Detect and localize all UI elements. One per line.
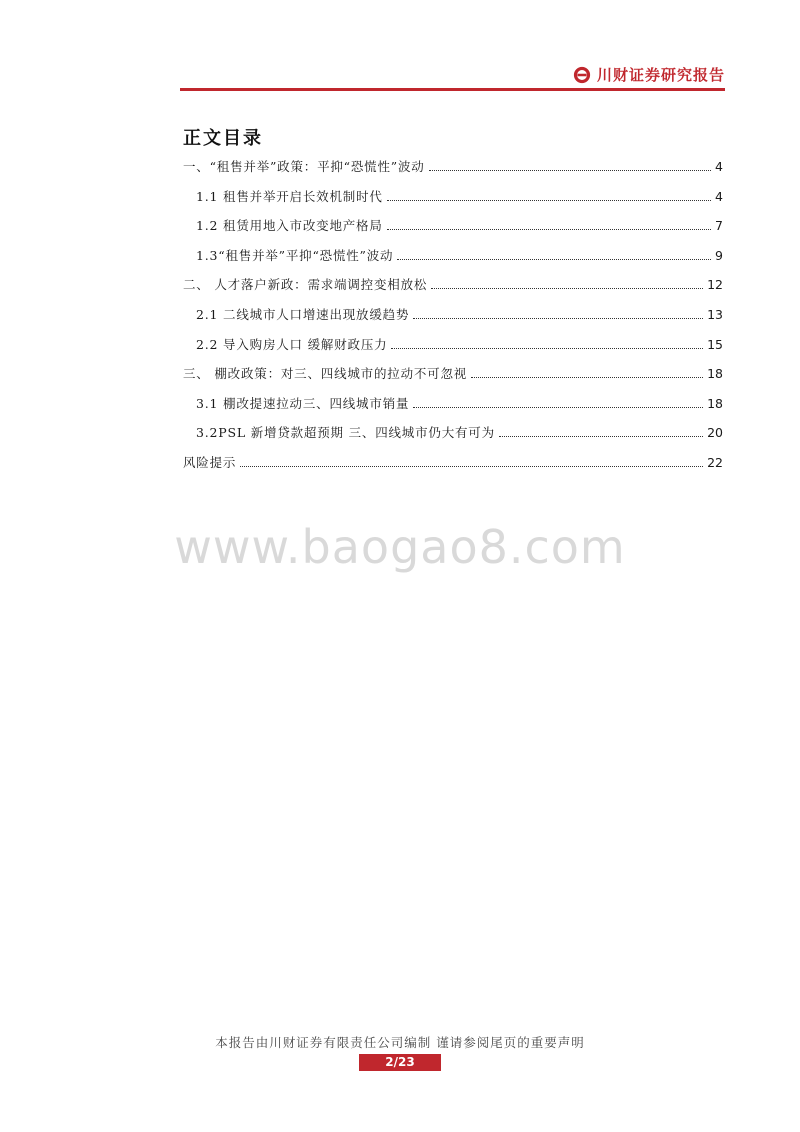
toc-entry-title: 1.1 租售并举开启长效机制时代: [196, 188, 383, 204]
toc-dot-leader: [387, 200, 711, 201]
brand-logo-icon: [573, 66, 591, 84]
toc-title: 正文目录: [183, 128, 263, 149]
toc-dot-leader: [499, 436, 703, 437]
toc-entry-title: 2.1 二线城市人口增速出现放缓趋势: [196, 306, 410, 322]
toc-entry-page: 7: [715, 218, 723, 234]
watermark: www.baogao8.com: [174, 520, 626, 574]
toc-entry[interactable]: [183, 335, 723, 365]
page-header: [180, 62, 725, 90]
toc-entry-page: 18: [707, 395, 723, 411]
toc-entry[interactable]: [183, 275, 723, 305]
footer-disclaimer: 本报告由川财证券有限责任公司编制 谨请参阅尾页的重要声明: [215, 1035, 585, 1050]
toc-entry[interactable]: [183, 216, 723, 246]
toc-dot-leader: [387, 229, 711, 230]
toc-entry-title: 1.3“租售并举”平抑“恐慌性”波动: [196, 247, 394, 263]
toc-dot-leader: [413, 407, 703, 408]
toc-entry[interactable]: [183, 187, 723, 217]
toc-entry-page: 18: [707, 366, 723, 382]
toc-dot-leader: [431, 288, 703, 289]
toc-dot-leader: [240, 466, 703, 467]
brand: [573, 64, 725, 85]
toc-dot-leader: [391, 348, 703, 349]
page-number-badge: 2/23: [359, 1054, 441, 1071]
brand-name: 川财证券研究报告: [596, 66, 725, 84]
toc-entry[interactable]: [183, 453, 723, 483]
toc-entry-title: 3.1 棚改提速拉动三、四线城市销量: [196, 395, 410, 411]
toc-entry-title: 一、“租售并举”政策：平抑“恐慌性”波动: [183, 159, 425, 174]
toc-entry-title: 风险提示: [183, 454, 237, 470]
toc-entry-page: 12: [707, 277, 723, 293]
toc-dot-leader: [413, 318, 703, 319]
toc-entry-page: 4: [715, 188, 723, 204]
toc-entry-page: 22: [707, 454, 723, 470]
toc-entry-page: 4: [715, 159, 723, 174]
toc-entry-title: 三、 棚改政策：对三、四线城市的拉动不可忽视: [183, 366, 468, 382]
toc-entry-page: 20: [707, 425, 723, 441]
toc-dot-leader: [429, 170, 711, 171]
toc-dot-leader: [471, 377, 703, 378]
toc-entry[interactable]: [183, 246, 723, 276]
toc-entry[interactable]: [183, 305, 723, 335]
table-of-contents: [183, 157, 723, 483]
toc-entry[interactable]: [183, 157, 723, 187]
toc-entry-title: 二、 人才落户新政：需求端调控变相放松: [183, 277, 428, 293]
toc-entry-page: 13: [707, 306, 723, 322]
toc-entry[interactable]: [183, 423, 723, 453]
toc-entry-page: 15: [707, 336, 723, 352]
header-rule: [180, 88, 725, 91]
toc-entry[interactable]: [183, 394, 723, 424]
toc-entry[interactable]: [183, 364, 723, 394]
toc-entry-page: 9: [715, 247, 723, 263]
toc-dot-leader: [397, 259, 711, 260]
toc-entry-title: 1.2 租赁用地入市改变地产格局: [196, 218, 383, 234]
toc-entry-title: 2.2 导入购房人口 缓解财政压力: [196, 336, 388, 352]
toc-entry-title: 3.2PSL 新增贷款超预期 三、四线城市仍大有可为: [196, 425, 495, 441]
